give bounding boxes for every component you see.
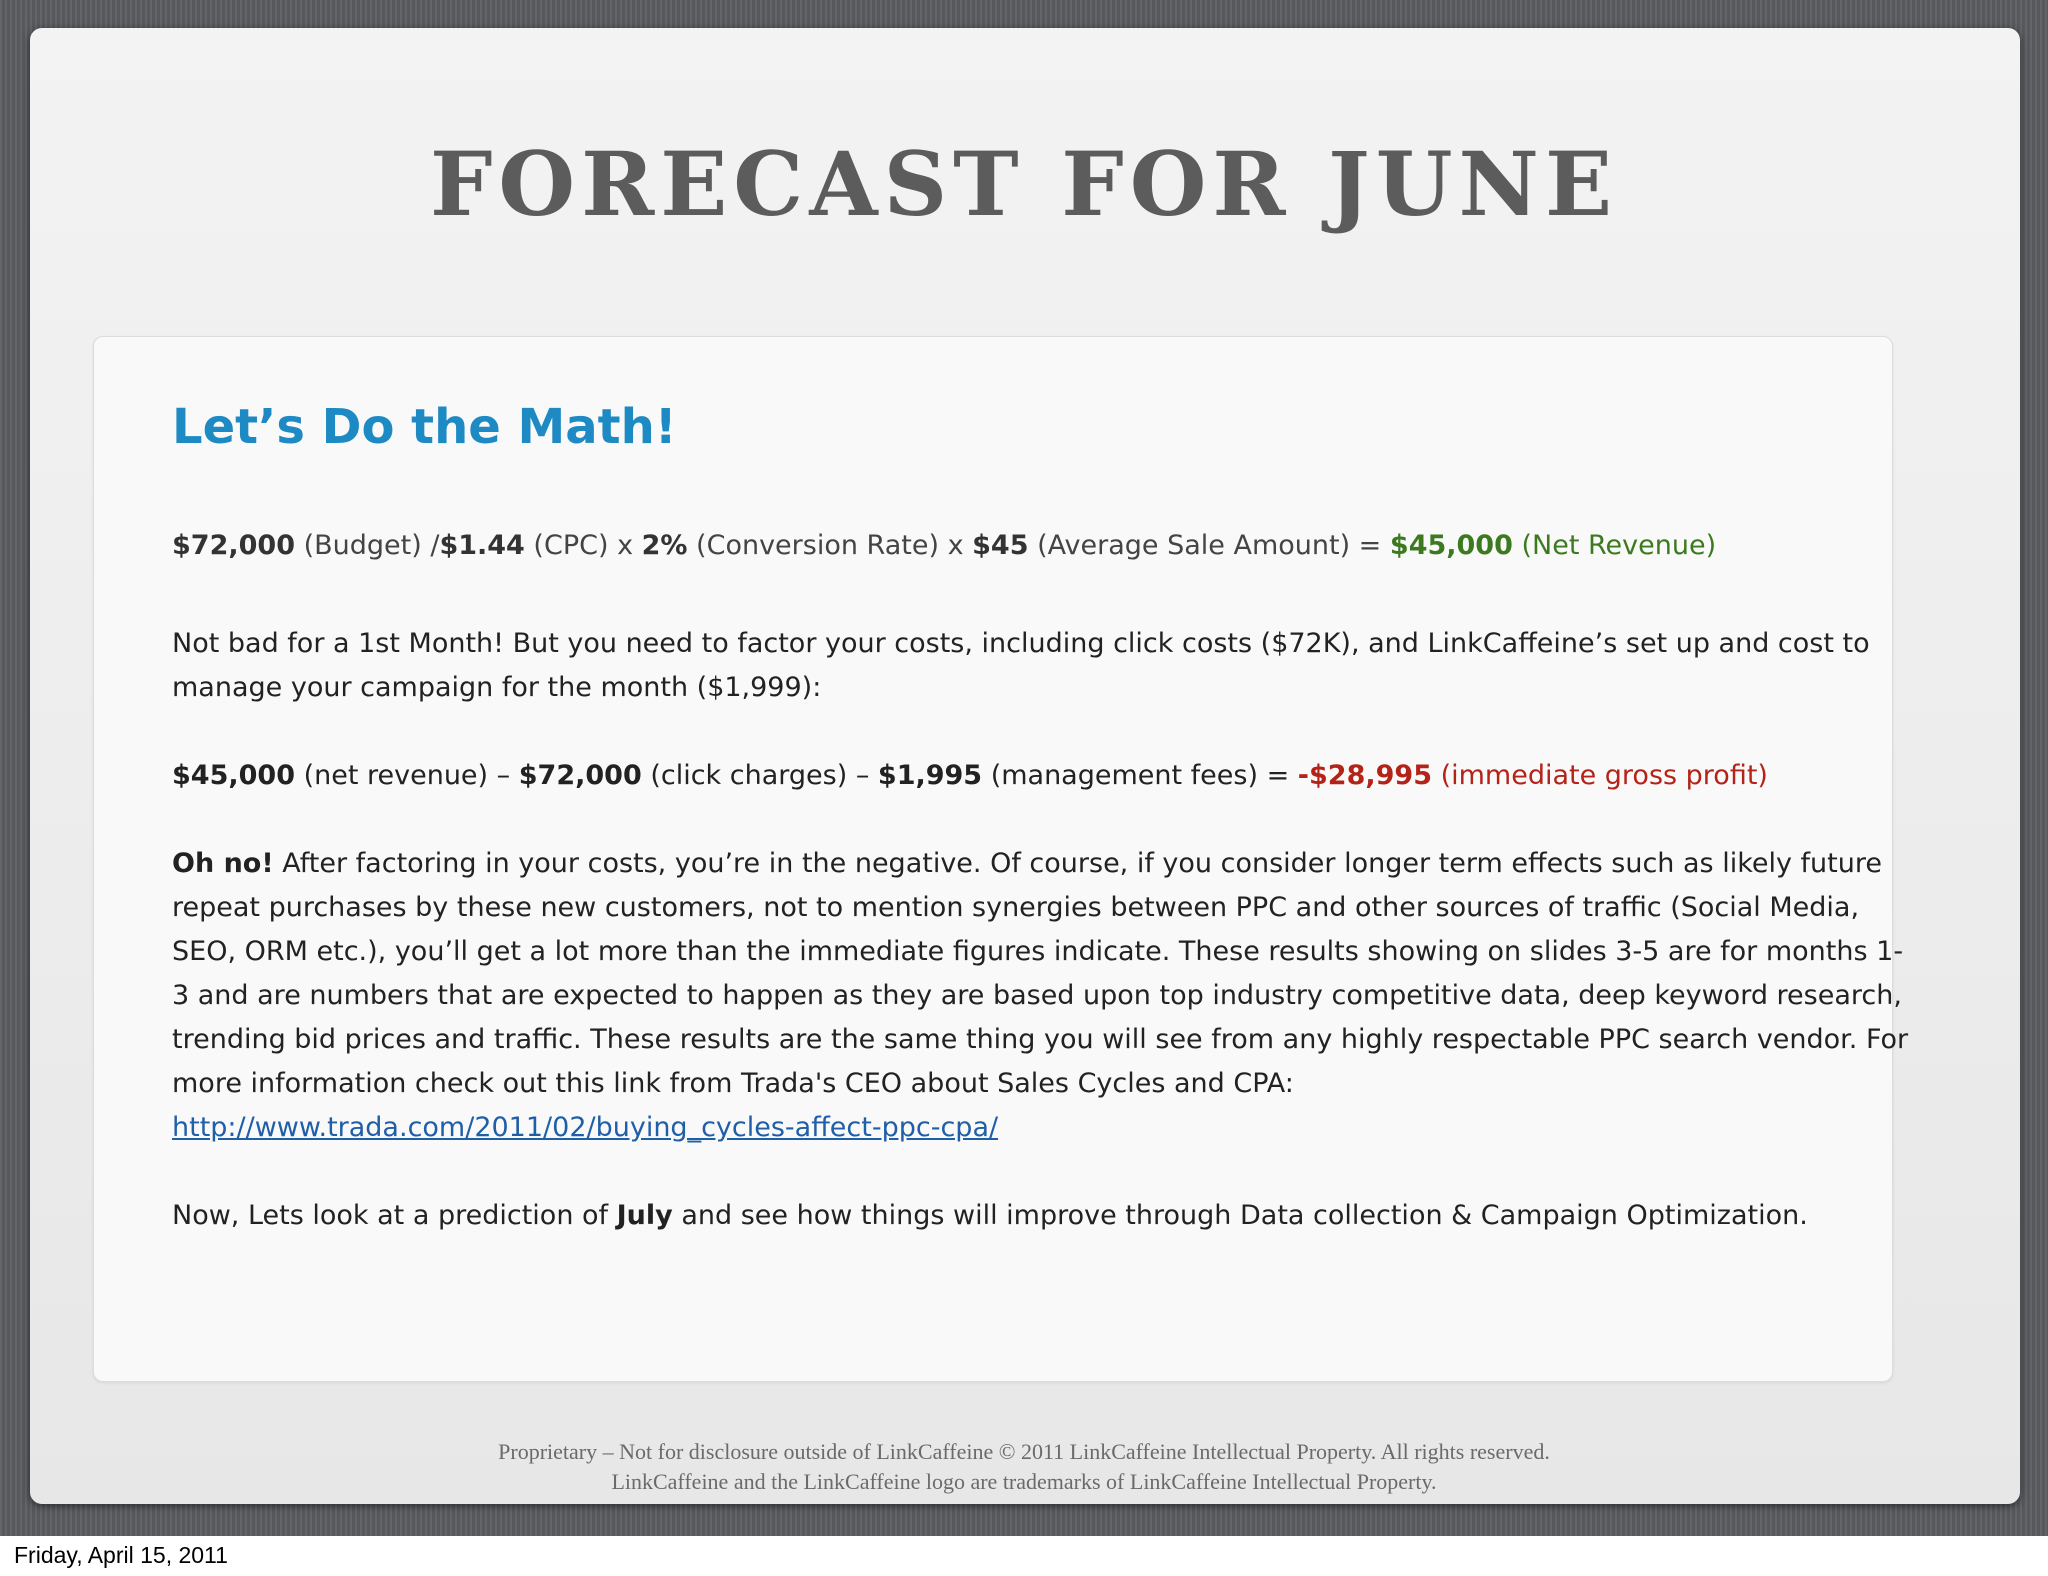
gross-profit-value: -$28,995 xyxy=(1297,760,1432,791)
conversion-value: 2% xyxy=(641,530,688,561)
closing-paragraph xyxy=(172,1194,1912,1238)
intro-paragraph: Not bad for a 1st Month! But you need to factor your costs, including click costs ($72K), and LinkCaffeine’s set up and cost to manage your campaign for the month ($1,999): xyxy=(172,628,1870,703)
closing-suffix: and see how things will improve through Data collection & Campaign Optimization. xyxy=(672,1200,1808,1231)
sale-value: $45 xyxy=(972,530,1029,561)
analysis-body: After factoring in your costs, you’re in the negative. Of course, if you consider longer term effects such as likely future repeat purchases by these new customers, not to mention synergies between PPC and other sources of traffic (Social Media, SEO, ORM etc.), you’ll get a lot more than the immediate figures indicate. These results showing on slides 3-5 are for months 1-3 and are numbers that are expected to happen as they are based upon top industry competitive data, deep keyword research, trending bid prices and traffic. These results are the same thing you will see from any highly respectable PPC search vendor. For more information check out this link from Trada's CEO about Sales Cycles and CPA: xyxy=(172,848,1909,1099)
net-revenue-value: $45,000 xyxy=(1389,530,1513,561)
closing-prefix: Now, Lets look at a prediction of xyxy=(172,1200,617,1231)
trada-link[interactable]: http://www.trada.com/2011/02/buying_cycles-affect-ppc-cpa/ xyxy=(172,1112,999,1143)
section-heading: Let’s Do the Math! xyxy=(172,399,677,455)
management-fees-label: (management fees) = xyxy=(982,760,1298,791)
slide-title: FORECAST FOR JUNE xyxy=(429,132,1619,236)
page-date: Friday, April 15, 2011 xyxy=(14,1542,228,1568)
cpc-value: $1.44 xyxy=(439,530,525,561)
revenue-equation xyxy=(172,524,1912,568)
analysis-lead: Oh no! xyxy=(172,848,274,879)
closing-bold: July xyxy=(616,1200,673,1231)
revenue-value: $45,000 xyxy=(172,760,295,791)
cpc-label: (CPC) x xyxy=(524,530,642,561)
analysis-paragraph xyxy=(172,842,1912,1150)
profit-equation xyxy=(172,754,1912,798)
conversion-label: (Conversion Rate) x xyxy=(687,530,973,561)
click-charges-label: (click charges) – xyxy=(641,760,878,791)
footer-line-2: LinkCaffeine and the LinkCaffeine logo are trademarks of LinkCaffeine Intellectual Property. xyxy=(611,1469,1437,1494)
net-revenue-label: (Net Revenue) xyxy=(1512,530,1717,561)
budget-value: $72,000 xyxy=(172,530,295,561)
budget-label: (Budget) / xyxy=(294,530,440,561)
gross-profit-label: (immediate gross profit) xyxy=(1431,760,1768,791)
sale-label: (Average Sale Amount) = xyxy=(1028,530,1390,561)
click-charges-value: $72,000 xyxy=(518,760,642,791)
management-fees-value: $1,995 xyxy=(877,760,983,791)
footer-line-1: Proprietary – Not for disclosure outside of LinkCaffeine © 2011 LinkCaffeine Intellectual Property. All rights reserved. xyxy=(498,1439,1550,1464)
revenue-label: (net revenue) – xyxy=(294,760,519,791)
